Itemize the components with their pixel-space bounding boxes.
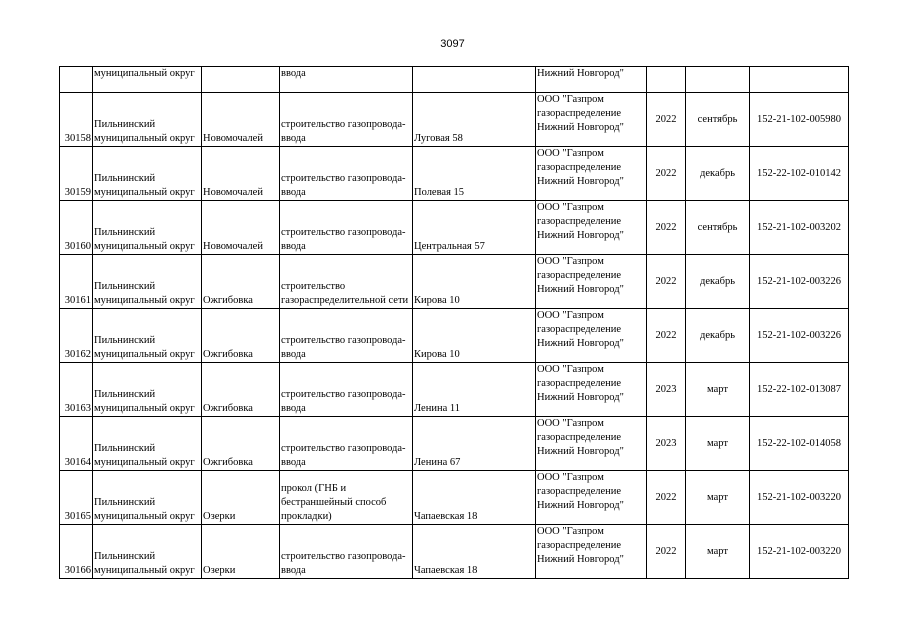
code-cell: 152-21-102-003226 [750,255,849,309]
year-cell: 2022 [647,525,686,579]
table-row [60,525,849,579]
work-type-cell: ввода [280,67,413,93]
village-cell: Ожгибовка [202,309,280,363]
row-number-cell: 30161 [60,255,93,309]
work-type-cell: строительство газопровода- ввода [280,309,413,363]
organization-cell: ООО "Газпром газораспределение Нижний Новгород" [536,201,647,255]
month-cell: декабрь [686,309,750,363]
table-row [60,201,849,255]
village-cell [202,67,280,93]
work-type-cell: строительство газопровода- ввода [280,525,413,579]
table-row [60,255,849,309]
table-row [60,309,849,363]
table-row [60,147,849,201]
code-cell: 152-21-102-003226 [750,309,849,363]
month-cell: декабрь [686,147,750,201]
year-cell: 2022 [647,93,686,147]
work-type-cell: строительство газопровода- ввода [280,363,413,417]
address-cell: Чапаевская 18 [413,471,536,525]
municipality-cell: Пильнинский муниципальный округ [93,471,202,525]
address-cell: Кирова 10 [413,309,536,363]
year-cell: 2022 [647,201,686,255]
row-number-cell: 30166 [60,525,93,579]
year-cell: 2023 [647,417,686,471]
municipality-cell: Пильнинский муниципальный округ [93,201,202,255]
work-type-cell: строительство газопровода- ввода [280,201,413,255]
municipality-cell: Пильнинский муниципальный округ [93,147,202,201]
code-cell: 152-21-102-003220 [750,525,849,579]
village-cell: Ожгибовка [202,363,280,417]
month-cell: март [686,525,750,579]
year-cell: 2022 [647,255,686,309]
month-cell: март [686,471,750,525]
work-type-cell: строительство газопровода- ввода [280,147,413,201]
row-number-cell: 30159 [60,147,93,201]
month-cell [686,67,750,93]
organization-cell: ООО "Газпром газораспределение Нижний Новгород" [536,363,647,417]
table-row [60,417,849,471]
village-cell: Новомочалей [202,93,280,147]
organization-cell: ООО "Газпром газораспределение Нижний Новгород" [536,417,647,471]
organization-cell: ООО "Газпром газораспределение Нижний Новгород" [536,255,647,309]
gasification-table [59,66,849,579]
row-number-cell: 30165 [60,471,93,525]
month-cell: март [686,417,750,471]
municipality-cell: Пильнинский муниципальный округ [93,93,202,147]
month-cell: сентябрь [686,201,750,255]
work-type-cell: строительство газопровода- ввода [280,417,413,471]
code-cell: 152-22-102-013087 [750,363,849,417]
month-cell: декабрь [686,255,750,309]
page-number: 3097 [440,38,465,50]
village-cell: Ожгибовка [202,255,280,309]
table-row [60,93,849,147]
address-cell: Полевая 15 [413,147,536,201]
municipality-cell: муниципальный округ [93,67,202,93]
year-cell: 2023 [647,363,686,417]
organization-cell: ООО "Газпром газораспределение Нижний Новгород" [536,147,647,201]
work-type-cell: строительство газораспределительной сети [280,255,413,309]
address-cell: Ленина 67 [413,417,536,471]
row-number-cell: 30160 [60,201,93,255]
table-row [60,471,849,525]
month-cell: сентябрь [686,93,750,147]
address-cell: Центральная 57 [413,201,536,255]
municipality-cell: Пильнинский муниципальный округ [93,363,202,417]
municipality-cell: Пильнинский муниципальный округ [93,525,202,579]
code-cell: 152-21-102-003202 [750,201,849,255]
work-type-cell: строительство газопровода- ввода [280,93,413,147]
address-cell: Ленина 11 [413,363,536,417]
table-row [60,363,849,417]
municipality-cell: Пильнинский муниципальный округ [93,255,202,309]
code-cell: 152-22-102-010142 [750,147,849,201]
code-cell [750,67,849,93]
row-number-cell: 30163 [60,363,93,417]
village-cell: Новомочалей [202,201,280,255]
year-cell: 2022 [647,309,686,363]
address-cell [413,67,536,93]
organization-cell: Нижний Новгород" [536,67,647,93]
continued-row [60,67,849,93]
address-cell: Луговая 58 [413,93,536,147]
code-cell: 152-21-102-005980 [750,93,849,147]
address-cell: Кирова 10 [413,255,536,309]
organization-cell: ООО "Газпром газораспределение Нижний Новгород" [536,525,647,579]
code-cell: 152-21-102-003220 [750,471,849,525]
row-number-cell: 30158 [60,93,93,147]
municipality-cell: Пильнинский муниципальный округ [93,417,202,471]
village-cell: Новомочалей [202,147,280,201]
month-cell: март [686,363,750,417]
organization-cell: ООО "Газпром газораспределение Нижний Новгород" [536,471,647,525]
row-number-cell [60,67,93,93]
municipality-cell: Пильнинский муниципальный округ [93,309,202,363]
code-cell: 152-22-102-014058 [750,417,849,471]
village-cell: Ожгибовка [202,417,280,471]
row-number-cell: 30162 [60,309,93,363]
work-type-cell: прокол (ГНБ и бестраншейный способ прокладки) [280,471,413,525]
organization-cell: ООО "Газпром газораспределение Нижний Новгород" [536,93,647,147]
row-number-cell: 30164 [60,417,93,471]
year-cell: 2022 [647,147,686,201]
address-cell: Чапаевская 18 [413,525,536,579]
village-cell: Озерки [202,471,280,525]
year-cell: 2022 [647,471,686,525]
year-cell [647,67,686,93]
organization-cell: ООО "Газпром газораспределение Нижний Новгород" [536,309,647,363]
village-cell: Озерки [202,525,280,579]
